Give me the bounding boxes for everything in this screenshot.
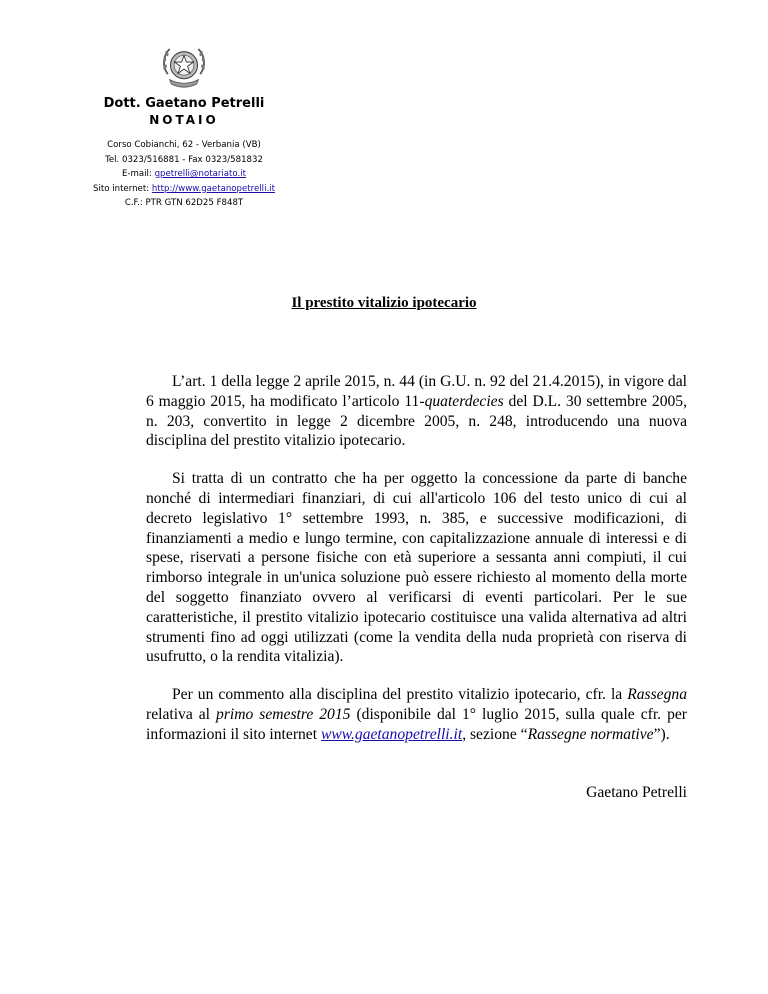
document-title: Il prestito vitalizio ipotecario	[291, 295, 477, 311]
website-line	[40, 182, 328, 197]
paragraph-3: Per un commento alla disciplina del prestito vitalizio ipotecario, cfr. la Rassegna relativa al primo semestre 2015 (disponibile dal 1° luglio 2015, sulla quale cfr. per informazioni il sito internet www.gaetanopetrelli.it, sezione “Rassegne normative”).	[146, 686, 687, 743]
website-label: Sito internet:	[93, 183, 152, 194]
email-line	[40, 167, 328, 182]
signature: Gaetano Petrelli	[586, 784, 687, 801]
notary-title: NOTAIO	[149, 113, 219, 127]
italian-republic-emblem-icon	[157, 40, 211, 94]
paragraph-2: Si tratta di un contratto che ha per oggetto la concessione da parte di banche nonché di intermediari finanziari, di cui all'articolo 106 del testo unico di cui al decreto legislativo 1° settembre 1993, n. 385, e successive modificazioni, di finanziamenti a medio e lungo termine, con capitalizzazione annuale di interessi e di spese, riservati a persone fisiche con età superiore a sessanta anni compiuti, il cui rimborso integrale in un'unica soluzione può essere richiesto al momento della morte del soggetto finanziato ovvero al verificarsi di eventi particolari. Per le sue caratteristiche, il prestito vitalizio ipotecario costituisce una valida alternativa ad altri strumenti fino ad oggi utilizzati (come la vendita della nuda proprietà con riserva di usufrutto, o la rendita vitalizia).	[146, 470, 687, 666]
address: Corso Cobianchi, 62 - Verbania (VB)	[107, 140, 261, 150]
website-inline-link[interactable]: www.gaetanopetrelli.it	[320, 725, 463, 743]
letterhead	[40, 40, 328, 211]
email-label: E-mail:	[121, 169, 155, 179]
notary-name: Dott. Gaetano Petrelli	[103, 96, 265, 111]
email-link[interactable]: gpetrelli@notariato.it	[154, 169, 247, 179]
contact-details	[40, 138, 328, 211]
document-body	[146, 372, 687, 763]
tax-code: C.F.: PTR GTN 62D25 F848T	[124, 198, 244, 208]
website-link[interactable]: http://www.gaetanopetrelli.it	[151, 183, 275, 194]
phone-fax: Tel. 0323/516881 - Fax 0323/581832	[105, 154, 263, 165]
paragraph-1: L’art. 1 della legge 2 aprile 2015, n. 44 (in G.U. n. 92 del 21.4.2015), in vigore dal 6 maggio 2015, ha modificato l’articolo 11-quaterdecies del D.L. 30 settembre 2005, n. 203, convertito in legge 2 dicembre 2005, n. 248, introducendo una nuova disciplina del prestito vitalizio ipotecario.	[146, 373, 687, 450]
